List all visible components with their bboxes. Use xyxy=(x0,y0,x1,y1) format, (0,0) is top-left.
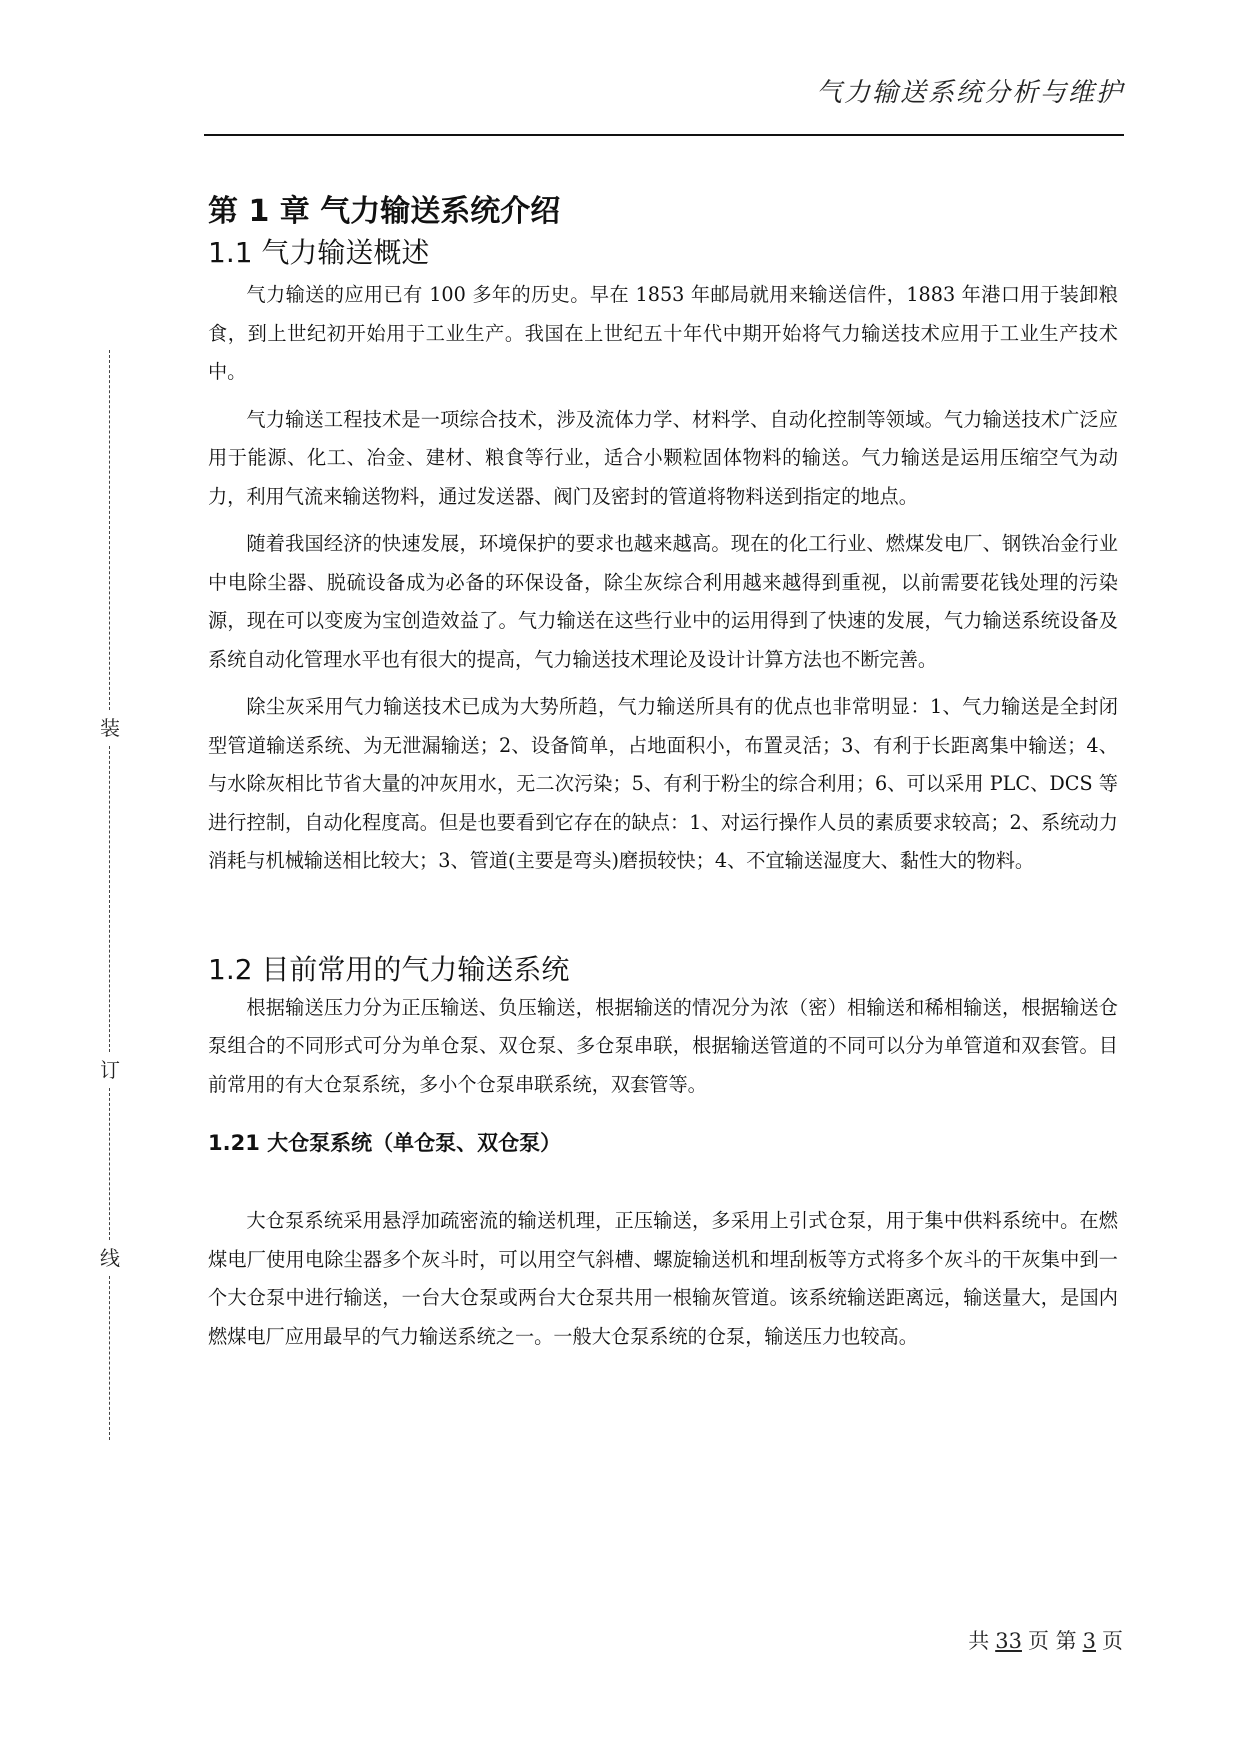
paragraph: 根据输送压力分为正压输送、负压输送，根据输送的情况分为浓（密）相输送和稀相输送，根据输送仓泵组合的不同形式可分为单仓泵、双仓泵、多仓泵串联，根据输送管道的不同可以分为单管道和双套管。目前常用的有大仓泵系统，多小个仓泵串联系统，双套管等。 xyxy=(208,995,1118,1096)
paragraph: 气力输送工程技术是一项综合技术，涉及流体力学、材料学、自动化控制等领域。气力输送技术广泛应用于能源、化工、冶金、建材、粮食等行业，适合小颗粒固体物料的输送。气力输送是运用压缩空气为动力，利用气流来输送物料，通过发送器、阀门及密封的管道将物料送到指定的地点。 xyxy=(208,407,1118,508)
binding-mark-xian: 线 xyxy=(100,1246,120,1270)
page-footer xyxy=(968,1625,1123,1655)
binding-dash xyxy=(109,350,110,710)
paragraph: 随着我国经济的快速发展，环境保护的要求也越来越高。现在的化工行业、燃煤发电厂、钢铁冶金行业中电除尘器、脱硫设备成为必备的环保设备，除尘灰综合利用越来越得到重视，以前需要花钱处理的污染源，现在可以变废为宝创造效益了。气力输送在这些行业中的运用得到了快速的发展，气力输送系统设备及系统自动化管理水平也有很大的提高，气力输送技术理论及设计计算方法也不断完善。 xyxy=(208,532,1118,671)
paragraph: 大仓泵系统采用悬浮加疏密流的输送机理，正压输送，多采用上引式仓泵，用于集中供料系统中。在燃煤电厂使用电除尘器多个灰斗时，可以用空气斜槽、螺旋输送机和埋刮板等方式将多个灰斗的干灰集中到一个大仓泵中进行输送，一台大仓泵或两台大仓泵共用一根输灰管道。该系统输送距离远，输送量大，是国内燃煤电厂应用最早的气力输送系统之一。一般大仓泵系统的仓泵，输送压力也较高。 xyxy=(208,1209,1118,1348)
paragraph: 除尘灰采用气力输送技术已成为大势所趋，气力输送所具有的优点也非常明显：1、气力输送是全封闭型管道输送系统、为无泄漏输送；2、设备简单，占地面积小，布置灵活；3、有利于长距离集中输送；4、与水除灰相比节省大量的冲灰用水，无二次污染；5、有利于粉尘的综合利用；6、可以采用 PLC、DCS 等进行控制，自动化程度高。但是也要看到它存在的缺点：1、对运行操作人员的素质要求较高；2、系统动力消耗与机械输送相比较大；3、管道(主要是弯头)磨损较快；4、不宜输送湿度大、黏性大的物料。 xyxy=(208,695,1118,872)
footer-total-pages: 33 xyxy=(995,1629,1022,1653)
chapter-title: 第 1 章 气力输送系统介绍 xyxy=(208,194,561,229)
binding-line xyxy=(100,350,120,1440)
running-header: 气力输送系统分析与维护 xyxy=(815,78,1124,108)
footer-current-prefix: 第 xyxy=(1055,1629,1077,1653)
binding-dash xyxy=(109,746,110,1052)
section-title-1-1: 1.1 气力输送概述 xyxy=(208,236,430,269)
paragraph: 气力输送的应用已有 100 多年的历史。早在 1853 年邮局就用来输送信件，1883 年港口用于装卸粮食，到上世纪初开始用于工业生产。我国在上世纪五十年代中期开始将气力输送技术应用于工业生产技术中。 xyxy=(208,283,1118,383)
binding-dash xyxy=(109,1088,110,1240)
main-content xyxy=(208,190,1118,1356)
footer-current-suffix: 页 xyxy=(1102,1629,1123,1653)
footer-total-prefix: 共 xyxy=(968,1629,990,1653)
binding-mark-zhuang: 装 xyxy=(100,716,120,740)
binding-mark-ding: 订 xyxy=(100,1058,120,1082)
footer-current-page: 3 xyxy=(1082,1629,1096,1653)
binding-dash xyxy=(109,1276,110,1440)
section-title-1-2: 1.2 目前常用的气力输送系统 xyxy=(208,952,570,986)
footer-total-suffix: 页 xyxy=(1027,1629,1049,1653)
subsection-title-1-21: 1.21 大仓泵系统（单仓泵、双仓泵） xyxy=(208,1131,562,1155)
header-rule xyxy=(204,134,1124,136)
